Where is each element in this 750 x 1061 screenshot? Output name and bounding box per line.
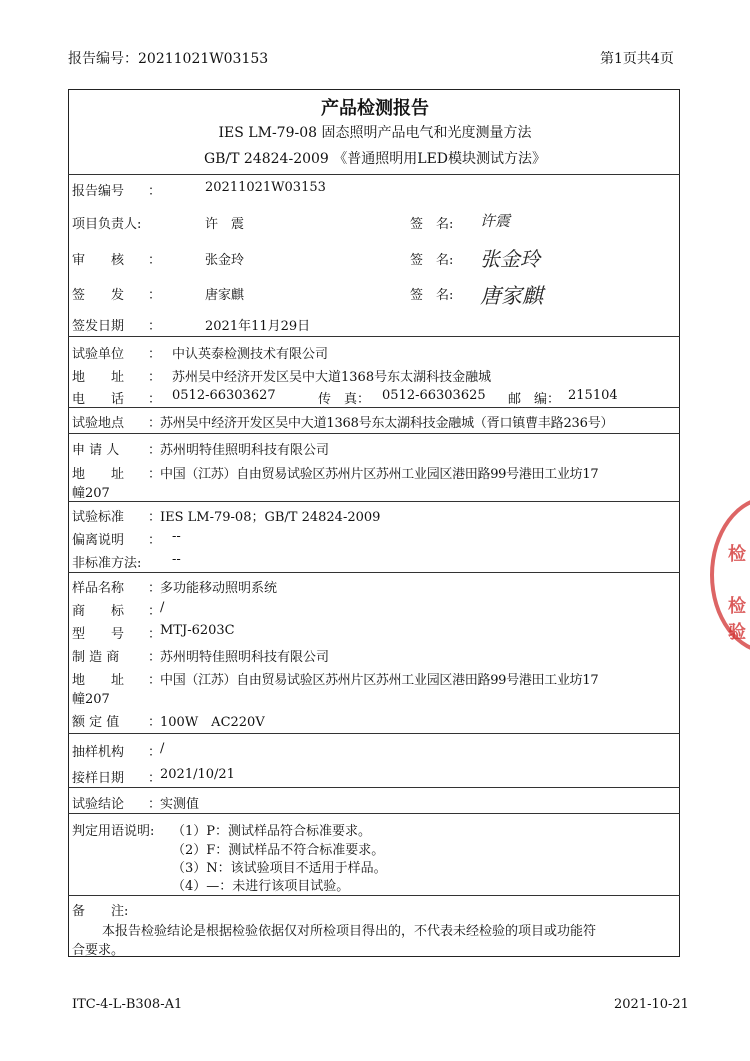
applicant-addr-value-2: 幢207	[72, 486, 110, 501]
colon: ：	[148, 319, 162, 334]
colon: ：	[148, 581, 162, 596]
issuer-sign-label: 签 名:	[410, 288, 454, 303]
remarks-text-line-2: 合要求。	[72, 943, 125, 958]
conclusion-value: 实测值	[160, 797, 200, 812]
sample-maker-value: 苏州明特佳照明科技有限公司	[160, 650, 330, 665]
sampling-date-label: 接样日期	[72, 771, 125, 786]
colon: ：	[148, 443, 162, 458]
nonstandard-label: 非标准方法:	[72, 556, 142, 571]
divider	[68, 407, 680, 408]
report-no-label: 报告编号	[72, 184, 125, 199]
colon: ：	[148, 467, 162, 482]
nonstandard-value: --	[172, 552, 181, 567]
divider	[68, 174, 680, 175]
colon: ：	[148, 673, 162, 688]
colon: ：	[148, 510, 162, 525]
reviewer-value: 张金玲	[205, 253, 245, 268]
header-report-no: 报告编号：20211021W03153	[68, 51, 269, 67]
colon: ：	[148, 392, 162, 407]
lab-post-value: 215104	[568, 388, 618, 403]
sample-model-value: MTJ-6203C	[160, 623, 235, 638]
lab-post-label: 邮 编：	[508, 392, 561, 407]
divider	[68, 813, 680, 814]
judgement-item: （4）—：未进行该项目试验。	[172, 879, 350, 894]
judgement-item: （3）N：该试验项目不适用于样品。	[172, 861, 387, 876]
issuer-label: 签 发	[72, 288, 125, 303]
owner-label: 项目负责人:	[72, 217, 142, 232]
colon: ：	[148, 347, 162, 362]
judgement-item: （2）F：测试样品不符合标准要求。	[172, 843, 385, 858]
reviewer-sign-label: 签 名:	[410, 253, 454, 268]
owner-sign-label: 签 名:	[410, 217, 454, 232]
lab-fax-label: 传 真：	[318, 392, 371, 407]
sample-addr-value-1: 中国（江苏）自由贸易试验区苏州片区苏州工业园区港田路99号港田工业坊17	[160, 673, 599, 688]
sampling-date-value: 2021/10/21	[160, 767, 235, 782]
issuer-value: 唐家麒	[205, 288, 245, 303]
footer-form-no: ITC-4-L-B308-A1	[72, 997, 183, 1012]
lab-unit-value: 中认英泰检测技术有限公司	[172, 347, 329, 362]
sample-rating-label: 额 定 值	[72, 715, 120, 730]
colon: ：	[148, 253, 162, 268]
owner-signature: 许震	[480, 212, 511, 230]
colon: ：	[148, 288, 162, 303]
report-standard-line-2: GB/T 24824-2009 《普通照明用LED模块测试方法》	[203, 151, 547, 167]
divider	[68, 572, 680, 573]
colon: ：	[148, 604, 162, 619]
lab-addr-label: 地 址	[72, 370, 125, 385]
applicant-label: 申 请 人	[72, 443, 120, 458]
colon: ：	[148, 715, 162, 730]
stamp-text-2: 检验	[728, 596, 746, 643]
lab-tel-value: 0512-66303627	[172, 388, 276, 403]
colon: ：	[148, 745, 162, 760]
sample-name-value: 多功能移动照明系统	[160, 581, 278, 596]
lab-site-value: 苏州吴中经济开发区吴中大道1368号东太湖科技金融城（胥口镇曹丰路236号）	[160, 416, 614, 431]
report-standard-line-1: IES LM-79-08 固态照明产品电气和光度测量方法	[218, 125, 532, 141]
judgement-label: 判定用语说明:	[72, 824, 155, 839]
colon: ：	[148, 416, 162, 431]
sample-brand-label: 商 标	[72, 604, 125, 619]
judgement-item: （1）P：测试样品符合标准要求。	[172, 824, 372, 839]
issue-date-label: 签发日期	[72, 319, 125, 334]
applicant-addr-label: 地 址	[72, 467, 125, 482]
sample-brand-value: /	[160, 600, 165, 615]
sampling-org-value: /	[160, 741, 165, 756]
standard-label: 试验标准	[72, 510, 125, 525]
conclusion-label: 试验结论	[72, 797, 125, 812]
colon: ：	[148, 370, 162, 385]
deviation-value: --	[172, 529, 181, 544]
reviewer-signature: 张金玲	[480, 247, 540, 271]
lab-unit-label: 试验单位	[72, 347, 125, 362]
issuer-signature: 唐家麒	[480, 284, 543, 308]
remarks-text-line-1: 本报告检验结论是根据检验依据仅对所检项目得出的，不代表未经检验的项目或功能符	[102, 924, 597, 939]
report-title: 产品检测报告	[321, 98, 429, 119]
divider	[68, 787, 680, 788]
sample-maker-label: 制 造 商	[72, 650, 120, 665]
divider	[68, 336, 680, 337]
reviewer-label: 审 核	[72, 253, 125, 268]
deviation-label: 偏离说明	[72, 533, 125, 548]
colon: ：	[148, 184, 162, 199]
remarks-label: 备 注:	[72, 904, 129, 919]
stamp-text-1: 检	[728, 544, 746, 565]
footer-date: 2021-10-21	[614, 997, 689, 1012]
sample-name-label: 样品名称	[72, 581, 125, 596]
divider	[68, 733, 680, 734]
applicant-value: 苏州明特佳照明科技有限公司	[160, 443, 330, 458]
divider	[68, 895, 680, 896]
sample-addr-label: 地 址	[72, 673, 125, 688]
lab-tel-label: 电 话	[72, 392, 125, 407]
divider	[68, 501, 680, 502]
lab-site-label: 试验地点	[72, 416, 125, 431]
header-page-info: 第1页共4页	[600, 51, 674, 67]
report-no-value: 20211021W03153	[205, 180, 326, 195]
colon: ：	[148, 771, 162, 786]
sample-rating-value: 100W AC220V	[160, 715, 265, 730]
divider	[68, 433, 680, 434]
lab-addr-value: 苏州吴中经济开发区吴中大道1368号东太湖科技金融城	[172, 370, 492, 385]
sample-addr-value-2: 幢207	[72, 692, 110, 707]
colon: ：	[148, 797, 162, 812]
colon: ：	[148, 627, 162, 642]
colon: ：	[148, 533, 162, 548]
colon: ：	[148, 650, 162, 665]
applicant-addr-value-1: 中国（江苏）自由贸易试验区苏州片区苏州工业园区港田路99号港田工业坊17	[160, 467, 599, 482]
standard-value: IES LM-79-08；GB/T 24824-2009	[160, 510, 381, 525]
lab-fax-value: 0512-66303625	[382, 388, 486, 403]
sample-model-label: 型 号	[72, 627, 125, 642]
owner-value: 许 震	[205, 217, 245, 232]
sampling-org-label: 抽样机构	[72, 745, 125, 760]
issue-date-value: 2021年11月29日	[205, 319, 311, 334]
